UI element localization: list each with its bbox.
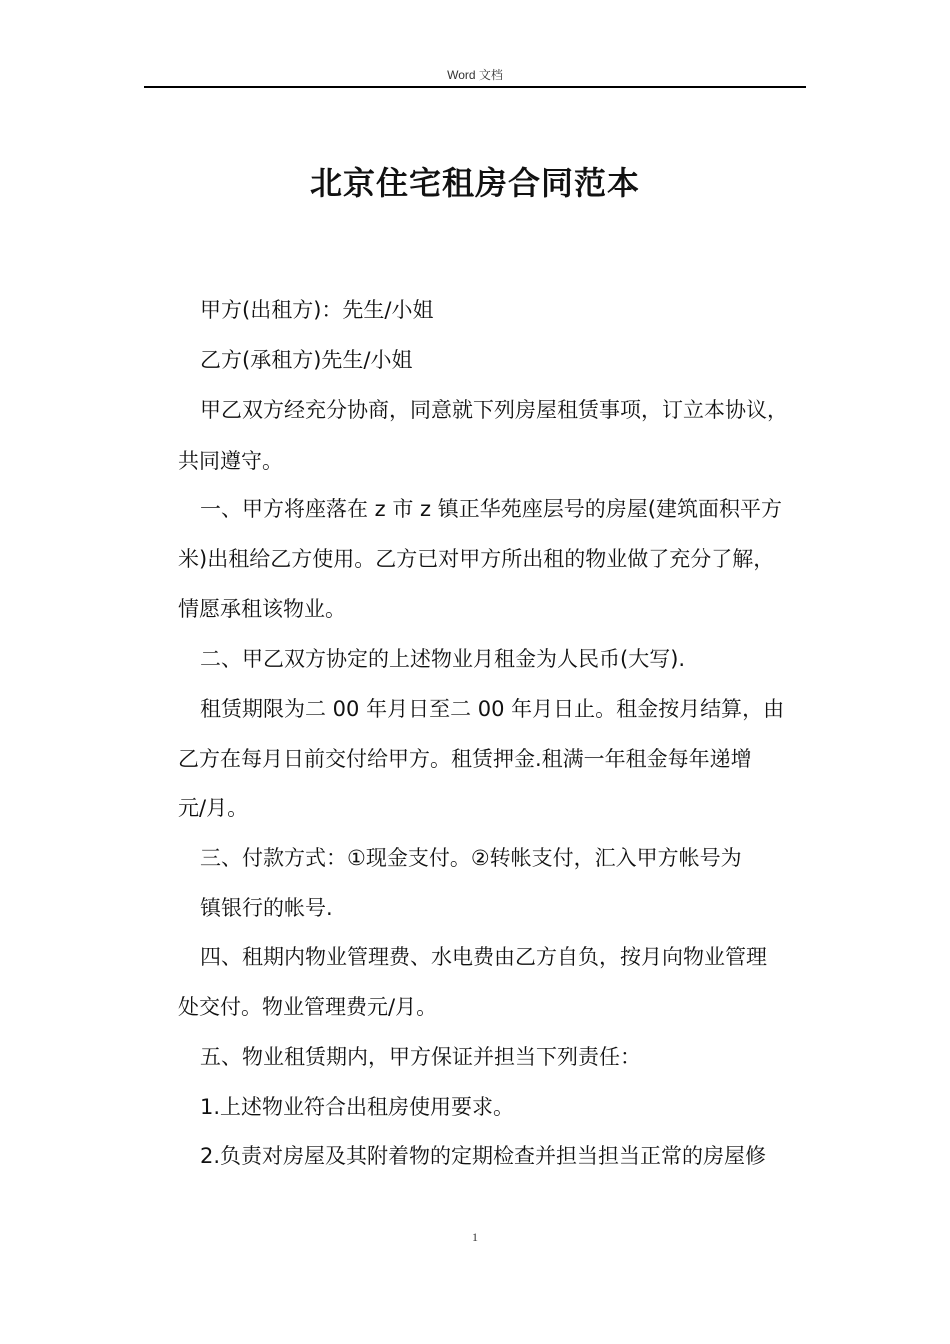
paragraph-line: 1.上述物业符合出租房使用要求。 bbox=[200, 1095, 515, 1119]
paragraph-line: 2.负责对房屋及其附着物的定期检查并担当担当正常的房屋修 bbox=[200, 1144, 767, 1168]
paragraph-line: 四、租期内物业管理费、水电费由乙方自负，按月向物业管理 bbox=[200, 945, 767, 969]
paragraph-line: 情愿承租该物业。 bbox=[178, 597, 346, 621]
paragraph-line: 租赁期限为二 00 年月日至二 00 年月日止。租金按月结算，由 bbox=[200, 697, 785, 721]
paragraph-line: 一、甲方将座落在 z 市 z 镇正华苑座层号的房屋(建筑面积平方 bbox=[200, 497, 782, 521]
document-title: 北京住宅租房合同范本 bbox=[309, 164, 640, 202]
header-text: Word 文档 bbox=[447, 68, 503, 82]
paragraph-line: 镇银行的帐号. bbox=[200, 896, 333, 920]
page-number: 1 bbox=[472, 1230, 478, 1244]
header-divider bbox=[144, 86, 806, 88]
paragraph-line: 五、物业租赁期内，甲方保证并担当下列责任： bbox=[200, 1045, 641, 1069]
paragraph-line: 共同遵守。 bbox=[178, 449, 283, 473]
paragraph-line: 元/月。 bbox=[178, 796, 249, 820]
paragraph-line: 乙方在每月日前交付给甲方。租赁押金.租满一年租金每年递增 bbox=[178, 747, 752, 771]
paragraph-line: 二、甲乙双方协定的上述物业月租金为人民币(大写). bbox=[200, 647, 686, 671]
paragraph-line: 三、付款方式：①现金支付。②转帐支付，汇入甲方帐号为 bbox=[200, 846, 742, 870]
paragraph-line: 米)出租给乙方使用。乙方已对甲方所出租的物业做了充分了解， bbox=[178, 547, 775, 571]
paragraph-line: 处交付。物业管理费元/月。 bbox=[178, 995, 438, 1019]
paragraph-line: 甲方(出租方)：先生/小姐 bbox=[200, 298, 434, 322]
paragraph-line: 乙方(承租方)先生/小姐 bbox=[200, 348, 413, 372]
paragraph-line: 甲乙双方经充分协商，同意就下列房屋租赁事项，订立本协议， bbox=[200, 398, 788, 422]
